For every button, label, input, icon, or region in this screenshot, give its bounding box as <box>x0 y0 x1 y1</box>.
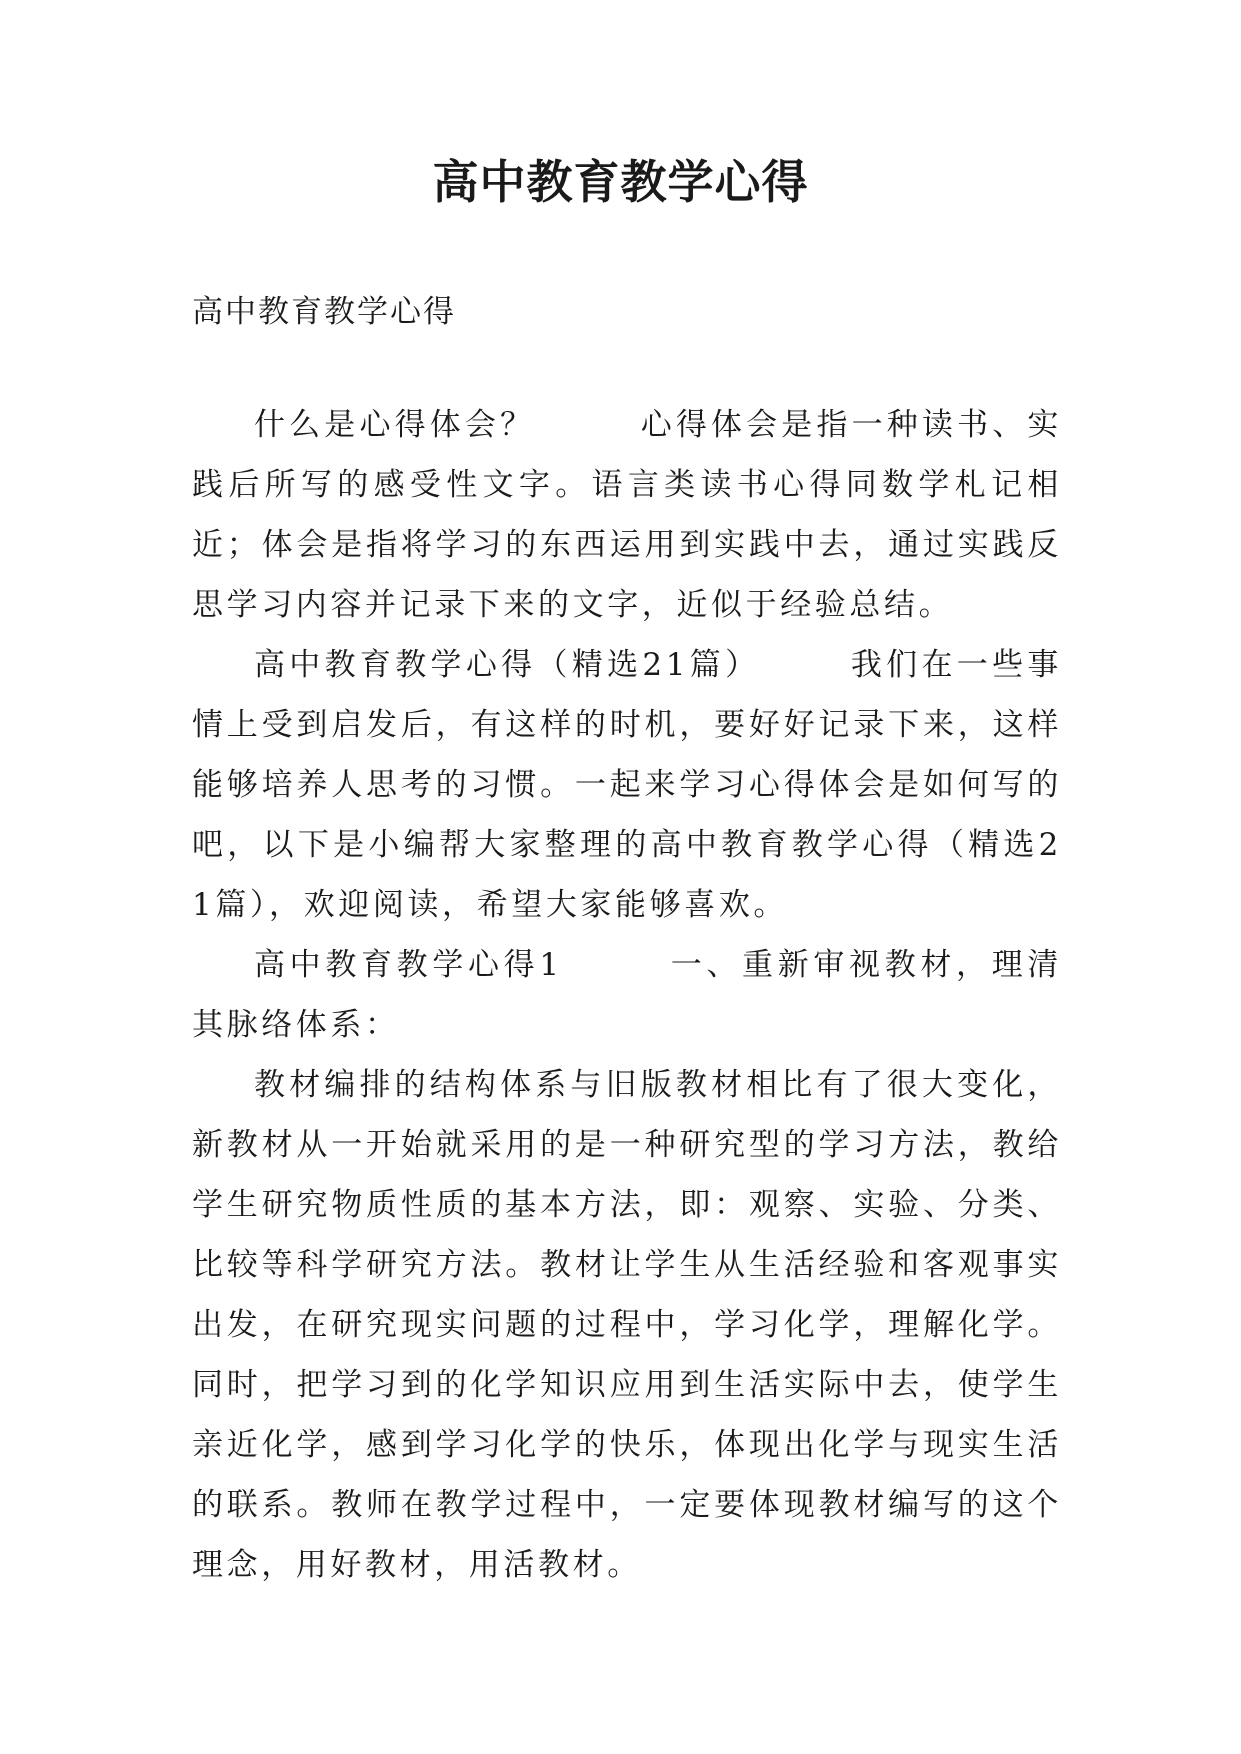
paragraph-intro: 什么是心得体会？ 心得体会是指一种读书、实践后所写的感受性文字。语言类读书心得同数学札记相近；体会是指将学习的东西运用到实践中去，通过实践反思学习内容并记录下来的文字，近似于经验总结。 <box>192 407 1062 623</box>
document-title: 高中教育教学心得 <box>432 155 809 209</box>
document-subtitle: 高中教育教学心得 <box>192 294 456 330</box>
document-body <box>192 282 1062 1595</box>
paragraph-section-heading: 高中教育教学心得1 一、重新审视教材，理清其脉络体系： <box>192 947 1062 1043</box>
paragraph-body: 教材编排的结构体系与旧版教材相比有了很大变化，新教材从一开始就采用的是一种研究型的学习方法，教给学生研究物质性质的基本方法，即：观察、实验、分类、比较等科学研究方法。教材让学生从生活经验和客观事实出发，在研究现实问题的过程中，学习化学，理解化学。同时，把学习到的化学知识应用到生活实际中去，使学生亲近化学，感到学习化学的快乐，体现出化学与现实生活的联系。教师在教学过程中，一定要体现教材编写的这个理念，用好教材，用活教材。 <box>192 1067 1062 1583</box>
paragraph-list <box>192 395 1062 1595</box>
paragraph-preface: 高中教育教学心得（精选21篇） 我们在一些事情上受到启发后，有这样的时机，要好好记录下来，这样能够培养人思考的习惯。一起来学习心得体会是如何写的吧，以下是小编帮大家整理的高中教育教学心得（精选21篇），欢迎阅读，希望大家能够喜欢。 <box>192 647 1062 923</box>
